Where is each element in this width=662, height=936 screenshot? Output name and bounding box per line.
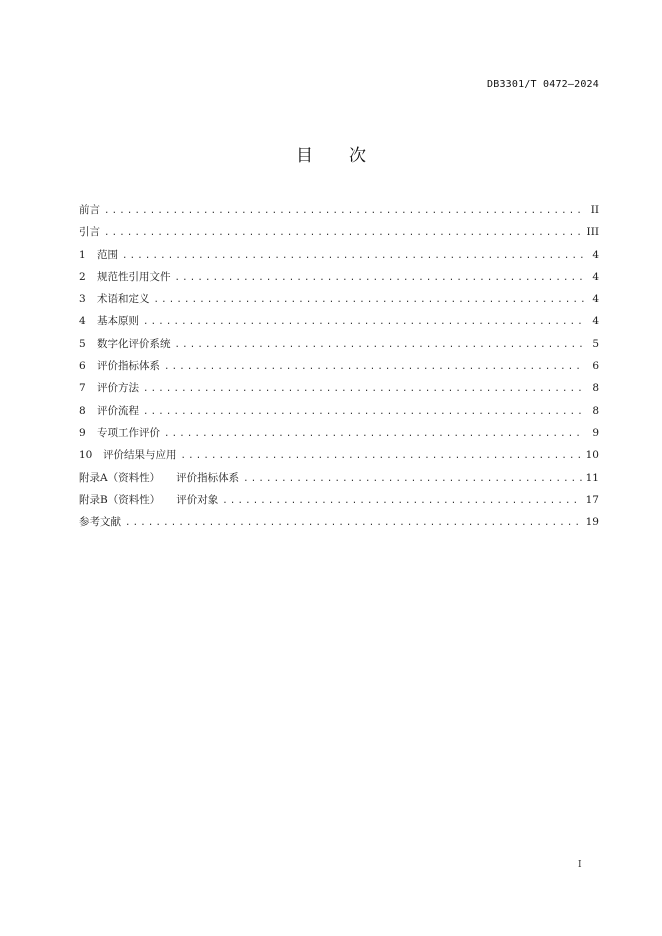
toc-entry-label: 专项工作评价 [97, 426, 160, 439]
appendix-title: 评价指标体系 [176, 471, 240, 484]
toc-entry-label [79, 467, 239, 489]
toc-leader-dots [125, 512, 582, 534]
toc-leader-dots [175, 267, 586, 289]
toc-entry-number: 3 [79, 293, 86, 306]
toc-entry-page: 5 [592, 337, 599, 350]
toc-entry-evaluation-process[interactable] [79, 400, 599, 422]
toc-entry-number: 7 [79, 382, 86, 395]
toc-leader-dots [175, 334, 586, 356]
toc-entry-page: 9 [592, 426, 599, 439]
toc-entry-label: 评价方法 [97, 382, 139, 395]
toc-entry-scope[interactable] [79, 244, 599, 266]
toc-leader-dots [122, 245, 585, 267]
toc-entry-label: 引言 [79, 226, 100, 239]
toc-entry-label: 前言 [79, 204, 100, 216]
toc-entry-special-work-evaluation[interactable] [79, 422, 599, 444]
toc-entry-number: 1 [79, 248, 86, 261]
toc-entry-page: 4 [592, 270, 599, 283]
toc-entry-page: 11 [585, 471, 599, 484]
toc-entry-label: 评价流程 [97, 404, 139, 417]
toc-entry-evaluation-methods[interactable] [79, 377, 599, 399]
toc-leader-dots [164, 423, 585, 445]
toc-entry-page: 4 [592, 315, 599, 328]
appendix-title: 评价对象 [176, 493, 219, 506]
page-number: I [578, 860, 582, 870]
toc-entry-label: 规范性引用文件 [97, 270, 171, 283]
table-of-contents [79, 199, 599, 533]
toc-entry-bibliography[interactable] [79, 511, 599, 533]
toc-entry-page: 6 [592, 360, 599, 373]
toc-leader-dots [243, 468, 582, 490]
toc-entry-basic-principles[interactable] [79, 310, 599, 332]
toc-entry-page: 10 [585, 449, 599, 462]
toc-entry-appendix-b[interactable] [79, 489, 599, 511]
toc-entry-number: 6 [79, 360, 86, 373]
toc-leader-dots [143, 401, 585, 423]
toc-leader-dots [143, 311, 585, 333]
toc-entry-page: 8 [592, 404, 599, 417]
toc-entry-number: 9 [79, 426, 86, 439]
toc-entry-appendix-a[interactable] [79, 467, 599, 489]
toc-leader-dots [164, 356, 585, 378]
toc-entry-results-application[interactable] [79, 444, 599, 466]
toc-leader-dots [143, 378, 585, 400]
toc-entry-number: 2 [79, 270, 86, 283]
toc-entry-page: III [586, 226, 599, 239]
toc-entry-number: 5 [79, 337, 86, 350]
toc-entry-number: 10 [79, 449, 93, 462]
toc-leader-dots [181, 445, 582, 467]
toc-entry-label: 范围 [97, 248, 118, 261]
standard-code: DB3301/T 0472—2024 [487, 79, 599, 90]
toc-entry-page: 8 [592, 382, 599, 395]
toc-leader-dots [104, 222, 583, 244]
toc-entry-number: 8 [79, 404, 86, 417]
toc-entry-normative-references[interactable] [79, 266, 599, 288]
toc-leader-dots [154, 289, 586, 311]
toc-entry-introduction[interactable] [79, 221, 599, 243]
toc-entry-page: 4 [592, 293, 599, 306]
toc-entry-label: 基本原则 [97, 315, 139, 328]
toc-entry-digital-evaluation-system[interactable] [79, 333, 599, 355]
toc-entry-page: 19 [585, 516, 599, 529]
toc-entry-label: 评价结果与应用 [103, 449, 177, 462]
toc-entry-label: 评价指标体系 [97, 360, 160, 373]
toc-entry-page: II [590, 204, 599, 216]
appendix-designation: 附录A（资料性） [79, 471, 161, 484]
toc-entry-foreword[interactable] [79, 199, 599, 221]
toc-entry-page: 4 [592, 248, 599, 261]
toc-entry-evaluation-indicators[interactable] [79, 355, 599, 377]
toc-entry-label: 参考文献 [79, 516, 121, 529]
toc-entry-page: 17 [585, 493, 599, 506]
toc-leader-dots [104, 200, 585, 222]
appendix-designation: 附录B（资料性） [79, 493, 161, 506]
toc-entry-label: 术语和定义 [97, 293, 150, 306]
toc-entry-number: 4 [79, 315, 86, 328]
page-title: 目次 [296, 146, 402, 166]
toc-entry-label [79, 489, 218, 511]
toc-entry-terms-definitions[interactable] [79, 288, 599, 310]
toc-leader-dots [222, 490, 581, 512]
toc-entry-label: 数字化评价系统 [97, 337, 171, 350]
